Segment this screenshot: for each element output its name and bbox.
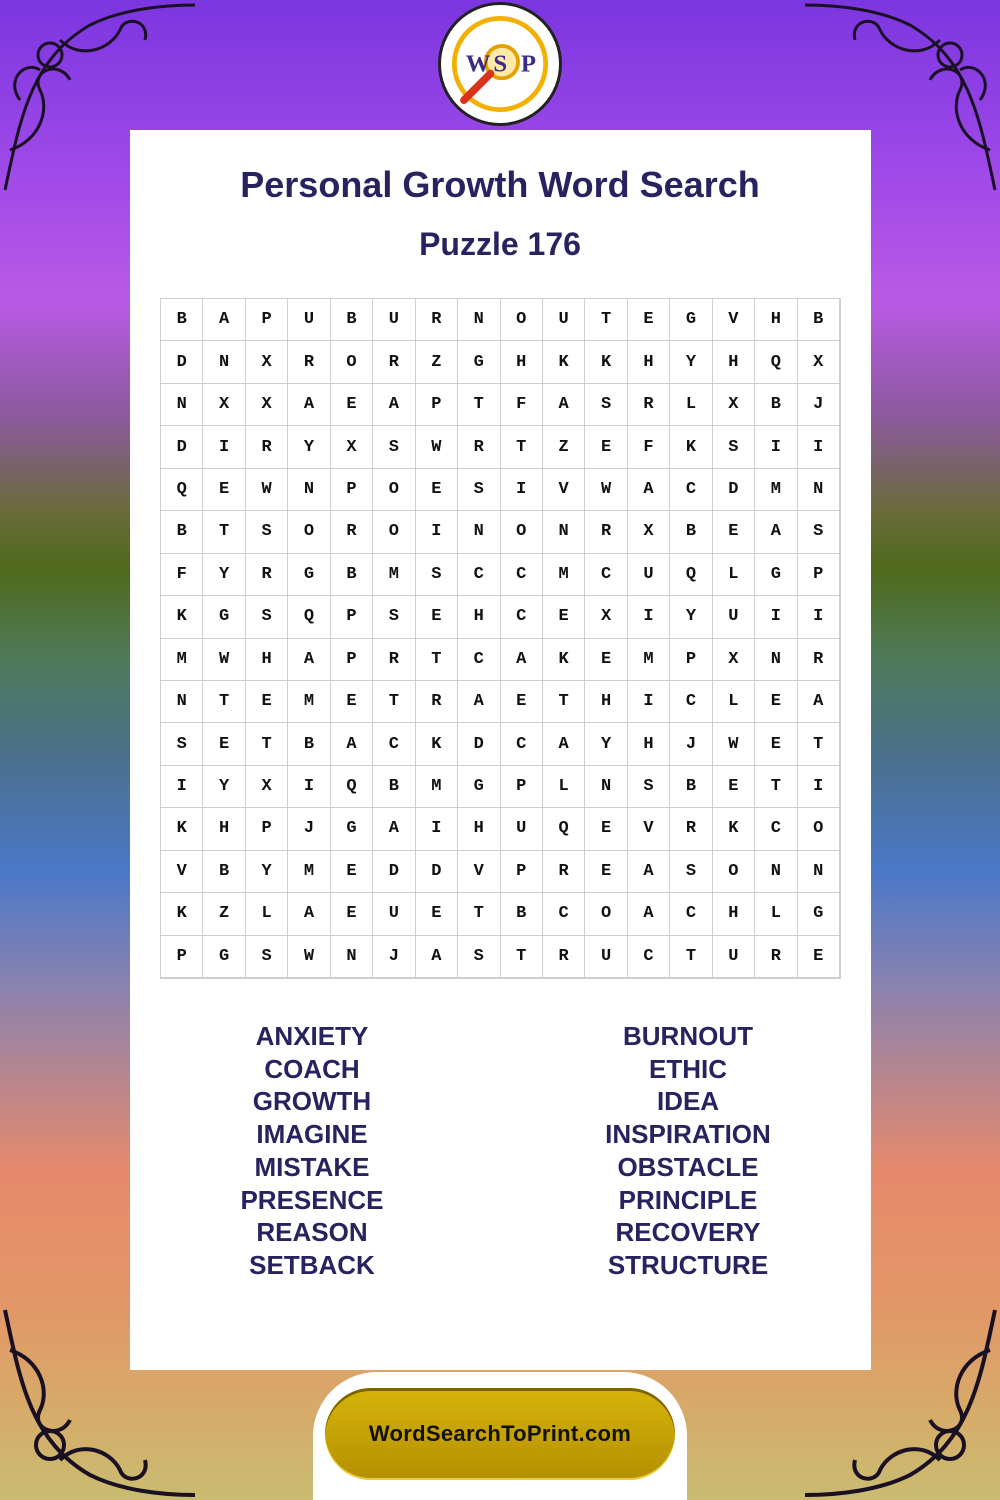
letter-grid [160,298,841,979]
grid-cell[interactable]: L [670,384,712,426]
grid-cell[interactable]: R [543,936,585,978]
grid-cell[interactable]: P [161,936,203,978]
grid-cell[interactable]: R [755,936,797,978]
grid-cell[interactable]: E [203,469,245,511]
grid-cell[interactable]: M [373,554,415,596]
grid-cell[interactable]: H [628,723,670,765]
wsp-logo [438,2,562,126]
grid-cell[interactable]: R [246,554,288,596]
grid-cell[interactable]: G [755,554,797,596]
grid-cell[interactable]: I [628,681,670,723]
grid-cell[interactable]: W [713,723,755,765]
grid-cell[interactable]: N [755,851,797,893]
grid-cell[interactable]: U [628,554,670,596]
grid-cell[interactable]: M [543,554,585,596]
grid-cell[interactable]: K [713,808,755,850]
grid-cell[interactable]: D [713,469,755,511]
grid-cell[interactable]: N [543,511,585,553]
grid-cell[interactable]: O [713,851,755,893]
grid-cell[interactable]: H [628,341,670,383]
grid-cell[interactable]: I [203,426,245,468]
grid-cell[interactable]: S [373,596,415,638]
grid-cell[interactable]: E [331,681,373,723]
grid-cell[interactable]: L [246,893,288,935]
grid-cell[interactable]: A [501,639,543,681]
grid-cell[interactable]: L [713,554,755,596]
grid-cell[interactable]: K [543,341,585,383]
grid-cell[interactable]: H [501,341,543,383]
grid-cell[interactable]: C [755,808,797,850]
puzzle-title: Personal Growth Word Search [240,164,760,205]
grid-cell[interactable]: C [670,681,712,723]
grid-cell[interactable]: B [501,893,543,935]
grid-cell[interactable]: C [373,723,415,765]
grid-cell[interactable]: T [798,723,840,765]
word-list-right [538,1020,838,1282]
grid-cell[interactable]: U [713,596,755,638]
grid-cell[interactable]: C [670,469,712,511]
word-list-item: PRINCIPLE [618,1184,758,1215]
word-list-item: IMAGINE [256,1119,368,1150]
word-list-item: SETBACK [249,1249,375,1280]
grid-cell[interactable]: N [203,341,245,383]
word-list-left [162,1020,462,1282]
grid-cell[interactable]: Q [161,469,203,511]
grid-cell[interactable]: T [543,681,585,723]
grid-cell[interactable]: V [458,851,500,893]
grid-cell[interactable]: R [798,639,840,681]
grid-cell[interactable]: M [288,681,330,723]
grid-cell[interactable]: E [203,723,245,765]
grid-cell[interactable]: V [543,469,585,511]
grid-cell[interactable]: F [501,384,543,426]
word-list-item: OBSTACLE [617,1151,759,1182]
grid-cell[interactable]: E [628,299,670,341]
grid-cell[interactable]: A [628,851,670,893]
grid-cell[interactable]: F [628,426,670,468]
grid-cell[interactable]: O [798,808,840,850]
grid-cell[interactable]: T [203,681,245,723]
grid-cell[interactable]: E [585,808,627,850]
grid-cell[interactable]: M [416,766,458,808]
grid-cell[interactable]: Y [203,554,245,596]
grid-cell[interactable]: I [628,596,670,638]
grid-cell[interactable]: H [203,808,245,850]
grid-cell[interactable]: T [373,681,415,723]
grid-cell[interactable]: P [798,554,840,596]
grid-cell[interactable]: P [501,766,543,808]
grid-cell[interactable]: S [161,723,203,765]
grid-cell[interactable]: C [543,893,585,935]
grid-cell[interactable]: N [798,469,840,511]
grid-cell[interactable]: W [203,639,245,681]
logo-letter-p: P [520,50,537,78]
grid-cell[interactable]: S [373,426,415,468]
word-list-item: PRESENCE [240,1184,384,1215]
grid-cell[interactable]: A [755,511,797,553]
grid-cell[interactable]: B [373,766,415,808]
word-list-item: REASON [256,1217,368,1248]
grid-cell[interactable]: M [288,851,330,893]
grid-cell[interactable]: Q [670,554,712,596]
grid-cell[interactable]: X [713,384,755,426]
grid-cell[interactable]: J [373,936,415,978]
grid-cell[interactable]: S [416,554,458,596]
grid-cell[interactable]: X [203,384,245,426]
grid-cell[interactable]: I [798,596,840,638]
grid-cell[interactable]: I [161,766,203,808]
grid-cell[interactable]: S [713,426,755,468]
grid-cell[interactable]: P [670,639,712,681]
grid-cell[interactable]: J [288,808,330,850]
grid-cell[interactable]: T [458,893,500,935]
grid-cell[interactable]: H [246,639,288,681]
grid-cell[interactable]: T [585,299,627,341]
grid-cell[interactable]: T [501,936,543,978]
grid-cell[interactable]: T [670,936,712,978]
grid-cell[interactable]: O [501,511,543,553]
grid-cell[interactable]: T [246,723,288,765]
grid-cell[interactable]: N [161,681,203,723]
grid-cell[interactable]: H [458,596,500,638]
grid-cell[interactable]: R [458,426,500,468]
grid-cell[interactable]: A [288,893,330,935]
grid-cell[interactable]: T [458,384,500,426]
grid-cell[interactable]: U [373,893,415,935]
grid-cell[interactable]: P [246,808,288,850]
grid-cell[interactable]: R [585,511,627,553]
grid-cell[interactable]: I [416,511,458,553]
grid-cell[interactable]: E [755,681,797,723]
grid-cell[interactable]: N [161,384,203,426]
grid-cell[interactable]: U [373,299,415,341]
grid-cell[interactable]: S [628,766,670,808]
grid-cell[interactable]: U [713,936,755,978]
grid-cell[interactable]: X [585,596,627,638]
grid-cell[interactable]: R [331,511,373,553]
grid-cell[interactable]: E [798,936,840,978]
grid-cell[interactable]: V [628,808,670,850]
word-list-item: ETHIC [649,1053,727,1084]
grid-cell[interactable]: M [628,639,670,681]
grid-cell[interactable]: K [161,893,203,935]
grid-cell[interactable]: I [798,766,840,808]
grid-cell[interactable]: E [331,851,373,893]
grid-cell[interactable]: C [501,723,543,765]
grid-cell[interactable]: E [543,596,585,638]
grid-cell[interactable]: S [246,511,288,553]
grid-cell[interactable]: I [501,469,543,511]
grid-cell[interactable]: L [755,893,797,935]
grid-cell[interactable]: K [543,639,585,681]
grid-cell[interactable]: E [501,681,543,723]
grid-cell[interactable]: H [713,341,755,383]
grid-cell[interactable]: D [161,341,203,383]
grid-cell[interactable]: D [416,851,458,893]
grid-cell[interactable]: A [543,384,585,426]
grid-cell[interactable]: E [713,511,755,553]
grid-cell[interactable]: R [288,341,330,383]
grid-cell[interactable]: E [585,851,627,893]
word-list-item: MISTAKE [254,1151,370,1182]
word-list-item: ANXIETY [255,1021,369,1051]
grid-cell[interactable]: M [161,639,203,681]
grid-cell[interactable]: X [246,341,288,383]
word-list-item: BURNOUT [623,1021,753,1051]
grid-cell[interactable]: G [458,766,500,808]
grid-cell[interactable]: U [585,936,627,978]
logo-letter-s: S [493,50,508,78]
word-list-item: RECOVERY [615,1217,761,1248]
grid-cell[interactable]: S [458,936,500,978]
grid-cell[interactable]: B [203,851,245,893]
grid-cell[interactable]: Z [543,426,585,468]
grid-cell[interactable]: E [755,723,797,765]
puzzle-number: Puzzle 176 [419,226,581,262]
grid-cell[interactable]: J [670,723,712,765]
grid-cell[interactable]: H [755,299,797,341]
grid-cell[interactable]: K [670,426,712,468]
grid-cell[interactable]: P [246,299,288,341]
grid-cell[interactable]: R [670,808,712,850]
grid-cell[interactable]: S [670,851,712,893]
grid-cell[interactable]: X [246,766,288,808]
grid-cell[interactable]: T [501,426,543,468]
site-link-button[interactable]: WordSearchToPrint.com [325,1388,675,1480]
grid-cell[interactable]: N [458,511,500,553]
grid-cell[interactable]: A [373,384,415,426]
grid-cell[interactable]: E [416,469,458,511]
grid-cell[interactable]: J [798,384,840,426]
grid-cell[interactable]: E [585,639,627,681]
grid-cell[interactable]: B [331,299,373,341]
grid-cell[interactable]: K [161,596,203,638]
grid-cell[interactable]: B [670,766,712,808]
grid-cell[interactable]: N [458,299,500,341]
grid-cell[interactable]: L [713,681,755,723]
grid-cell[interactable]: R [416,681,458,723]
grid-cell[interactable]: Y [670,596,712,638]
grid-cell[interactable]: Y [585,723,627,765]
grid-cell[interactable]: T [755,766,797,808]
grid-cell[interactable]: K [161,808,203,850]
grid-cell[interactable]: A [288,384,330,426]
grid-cell[interactable]: P [416,384,458,426]
grid-cell[interactable]: X [798,341,840,383]
grid-cell[interactable]: P [331,639,373,681]
grid-cell[interactable]: I [755,596,797,638]
grid-cell[interactable]: C [670,893,712,935]
grid-cell[interactable]: G [203,596,245,638]
grid-cell[interactable]: R [543,851,585,893]
grid-cell[interactable]: U [288,299,330,341]
grid-cell[interactable]: V [713,299,755,341]
grid-cell[interactable]: C [628,936,670,978]
grid-cell[interactable]: H [585,681,627,723]
grid-cell[interactable]: B [288,723,330,765]
grid-cell[interactable]: Q [331,766,373,808]
grid-cell[interactable]: R [373,341,415,383]
grid-cell[interactable]: B [670,511,712,553]
grid-cell[interactable]: Z [416,341,458,383]
grid-cell[interactable]: K [585,341,627,383]
grid-cell[interactable]: O [373,511,415,553]
grid-cell[interactable]: X [331,426,373,468]
grid-cell[interactable]: S [246,596,288,638]
grid-cell[interactable]: E [585,426,627,468]
grid-cell[interactable]: S [585,384,627,426]
grid-cell[interactable]: R [628,384,670,426]
grid-cell[interactable]: E [331,893,373,935]
grid-cell[interactable]: W [246,469,288,511]
grid-cell[interactable]: I [416,808,458,850]
grid-cell[interactable]: E [246,681,288,723]
grid-cell[interactable]: A [628,469,670,511]
logo-letter-w: W [465,50,491,78]
grid-cell[interactable]: X [246,384,288,426]
grid-cell[interactable]: O [501,299,543,341]
grid-cell[interactable]: H [458,808,500,850]
grid-cell[interactable]: S [246,936,288,978]
grid-cell[interactable]: A [628,893,670,935]
grid-cell[interactable]: N [585,766,627,808]
grid-cell[interactable]: X [713,639,755,681]
grid-cell[interactable]: E [713,766,755,808]
grid-cell[interactable]: N [288,469,330,511]
grid-cell[interactable]: H [713,893,755,935]
grid-cell[interactable]: I [755,426,797,468]
grid-cell[interactable]: N [331,936,373,978]
grid-cell[interactable]: B [755,384,797,426]
grid-cell[interactable]: N [755,639,797,681]
grid-cell[interactable]: A [458,681,500,723]
grid-cell[interactable]: C [501,596,543,638]
grid-cell[interactable]: G [798,893,840,935]
grid-cell[interactable]: R [373,639,415,681]
grid-cell[interactable]: T [203,511,245,553]
grid-cell[interactable]: W [288,936,330,978]
grid-cell[interactable]: C [458,554,500,596]
grid-cell[interactable]: W [585,469,627,511]
grid-cell[interactable]: Q [755,341,797,383]
grid-cell[interactable]: P [331,469,373,511]
grid-cell[interactable]: E [416,596,458,638]
grid-cell[interactable]: E [416,893,458,935]
grid-cell[interactable]: R [416,299,458,341]
grid-cell[interactable]: O [288,511,330,553]
grid-cell[interactable]: G [331,808,373,850]
word-list-item: GROWTH [252,1086,372,1117]
grid-cell[interactable]: G [458,341,500,383]
grid-cell[interactable]: M [755,469,797,511]
grid-cell[interactable]: U [501,808,543,850]
grid-cell[interactable]: Q [543,808,585,850]
grid-cell[interactable]: R [246,426,288,468]
grid-cell[interactable]: N [798,851,840,893]
grid-cell[interactable]: E [331,384,373,426]
grid-cell[interactable]: A [288,639,330,681]
grid-cell[interactable]: B [798,299,840,341]
grid-cell[interactable]: F [161,554,203,596]
grid-cell[interactable]: P [501,851,543,893]
grid-cell[interactable]: O [331,341,373,383]
grid-cell[interactable]: P [331,596,373,638]
grid-cell[interactable]: D [161,426,203,468]
grid-cell[interactable]: A [331,723,373,765]
grid-cell[interactable]: A [373,808,415,850]
grid-cell[interactable]: O [373,469,415,511]
grid-cell[interactable]: G [670,299,712,341]
grid-cell[interactable]: D [373,851,415,893]
grid-cell[interactable]: I [288,766,330,808]
grid-cell[interactable]: A [798,681,840,723]
grid-cell[interactable]: G [203,936,245,978]
grid-cell[interactable]: B [331,554,373,596]
grid-cell[interactable]: D [458,723,500,765]
grid-cell[interactable]: A [203,299,245,341]
word-list-item: STRUCTURE [607,1249,769,1280]
grid-cell[interactable]: Y [288,426,330,468]
grid-cell[interactable]: B [161,299,203,341]
grid-cell[interactable]: C [585,554,627,596]
grid-cell[interactable]: U [543,299,585,341]
grid-cell[interactable]: K [416,723,458,765]
word-list-item: COACH [264,1053,360,1084]
word-list-item: IDEA [656,1086,720,1117]
grid-cell[interactable]: I [798,426,840,468]
grid-cell[interactable]: Z [203,893,245,935]
grid-cell[interactable]: S [458,469,500,511]
grid-cell[interactable]: Y [246,851,288,893]
grid-cell[interactable]: A [416,936,458,978]
grid-cell[interactable]: Y [670,341,712,383]
grid-cell[interactable]: Q [288,596,330,638]
grid-cell[interactable]: B [161,511,203,553]
grid-cell[interactable]: W [416,426,458,468]
grid-cell[interactable]: G [288,554,330,596]
grid-cell[interactable]: X [628,511,670,553]
grid-cell[interactable]: C [458,639,500,681]
grid-cell[interactable]: V [161,851,203,893]
grid-cell[interactable]: C [501,554,543,596]
word-list-item: INSPIRATION [605,1119,771,1150]
grid-cell[interactable]: A [543,723,585,765]
grid-cell[interactable]: L [543,766,585,808]
grid-cell[interactable]: Y [203,766,245,808]
grid-cell[interactable]: S [798,511,840,553]
grid-cell[interactable]: O [585,893,627,935]
grid-cell[interactable]: T [416,639,458,681]
